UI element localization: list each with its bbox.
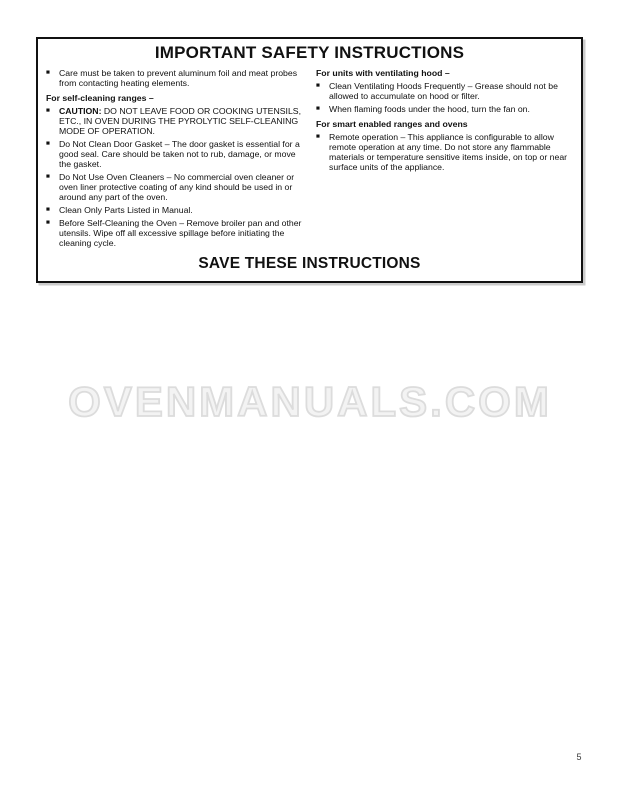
bullet-square-icon: ■	[46, 140, 50, 147]
list-item	[46, 68, 302, 88]
section-heading: For self-cleaning ranges –	[46, 93, 154, 103]
list-item-text: CAUTION: DO NOT LEAVE FOOD OR COOKING UTENSILS, ETC., IN OVEN DURING THE PYROLYTIC SELF-CLEANING MODE OF OPERATION.	[59, 106, 301, 136]
safety-box-title: IMPORTANT SAFETY INSTRUCTIONS	[154, 43, 465, 62]
list-item	[46, 106, 302, 136]
list-item-text: Care must be taken to prevent aluminum foil and meat probes from contacting heating elements.	[59, 68, 298, 88]
list-item	[46, 172, 302, 202]
bullet-square-icon: ■	[46, 206, 50, 213]
safety-instructions-box	[36, 37, 583, 283]
list-item-text: Clean Only Parts Listed in Manual.	[59, 205, 193, 215]
list-item-text: When flaming foods under the hood, turn the fan on.	[329, 104, 530, 114]
save-instructions-title: SAVE THESE INSTRUCTIONS	[198, 255, 421, 272]
list-item-text: Do Not Clean Door Gasket – The door gasket is essential for a good seal. Care should be taken not to rub, damage, or move the gasket.	[59, 139, 300, 169]
list-item	[46, 205, 302, 215]
list-item-text: Remote operation – This appliance is configurable to allow remote operation at any time. Do not store any flammable materials or temperature sensitive items inside, on top or near surface units of the appliance.	[329, 132, 568, 172]
watermark: OVENMANUALS.COM	[68, 378, 552, 425]
right-column	[316, 66, 573, 248]
page-number: 5	[576, 752, 582, 762]
list-item	[316, 104, 573, 114]
list-item	[46, 218, 302, 248]
bullet-square-icon: ■	[46, 219, 50, 226]
bullet-square-icon: ■	[316, 82, 320, 89]
bullet-square-icon: ■	[46, 107, 50, 114]
bullet-square-icon: ■	[316, 133, 320, 140]
list-item-text: Do Not Use Oven Cleaners – No commercial oven cleaner or oven liner protective coating of any kind should be used in or around any part of the oven.	[59, 172, 295, 202]
list-item-text: Before Self-Cleaning the Oven – Remove broiler pan and other utensils. Wipe off all excessive spillage before initiating the cleaning cycle.	[59, 218, 302, 248]
bullet-square-icon: ■	[46, 173, 50, 180]
caution-label: CAUTION:	[59, 106, 102, 116]
section-heading: For smart enabled ranges and ovens	[316, 119, 468, 129]
safety-columns	[46, 66, 573, 248]
bullet-square-icon: ■	[316, 105, 320, 112]
list-item-text: Clean Ventilating Hoods Frequently – Grease should not be allowed to accumulate on hood or filter.	[329, 81, 558, 101]
bullet-square-icon: ■	[46, 69, 50, 76]
list-item	[316, 81, 573, 101]
section-heading: For units with ventilating hood –	[316, 68, 450, 78]
list-item	[316, 132, 573, 172]
left-column	[46, 66, 302, 248]
list-item	[46, 139, 302, 169]
